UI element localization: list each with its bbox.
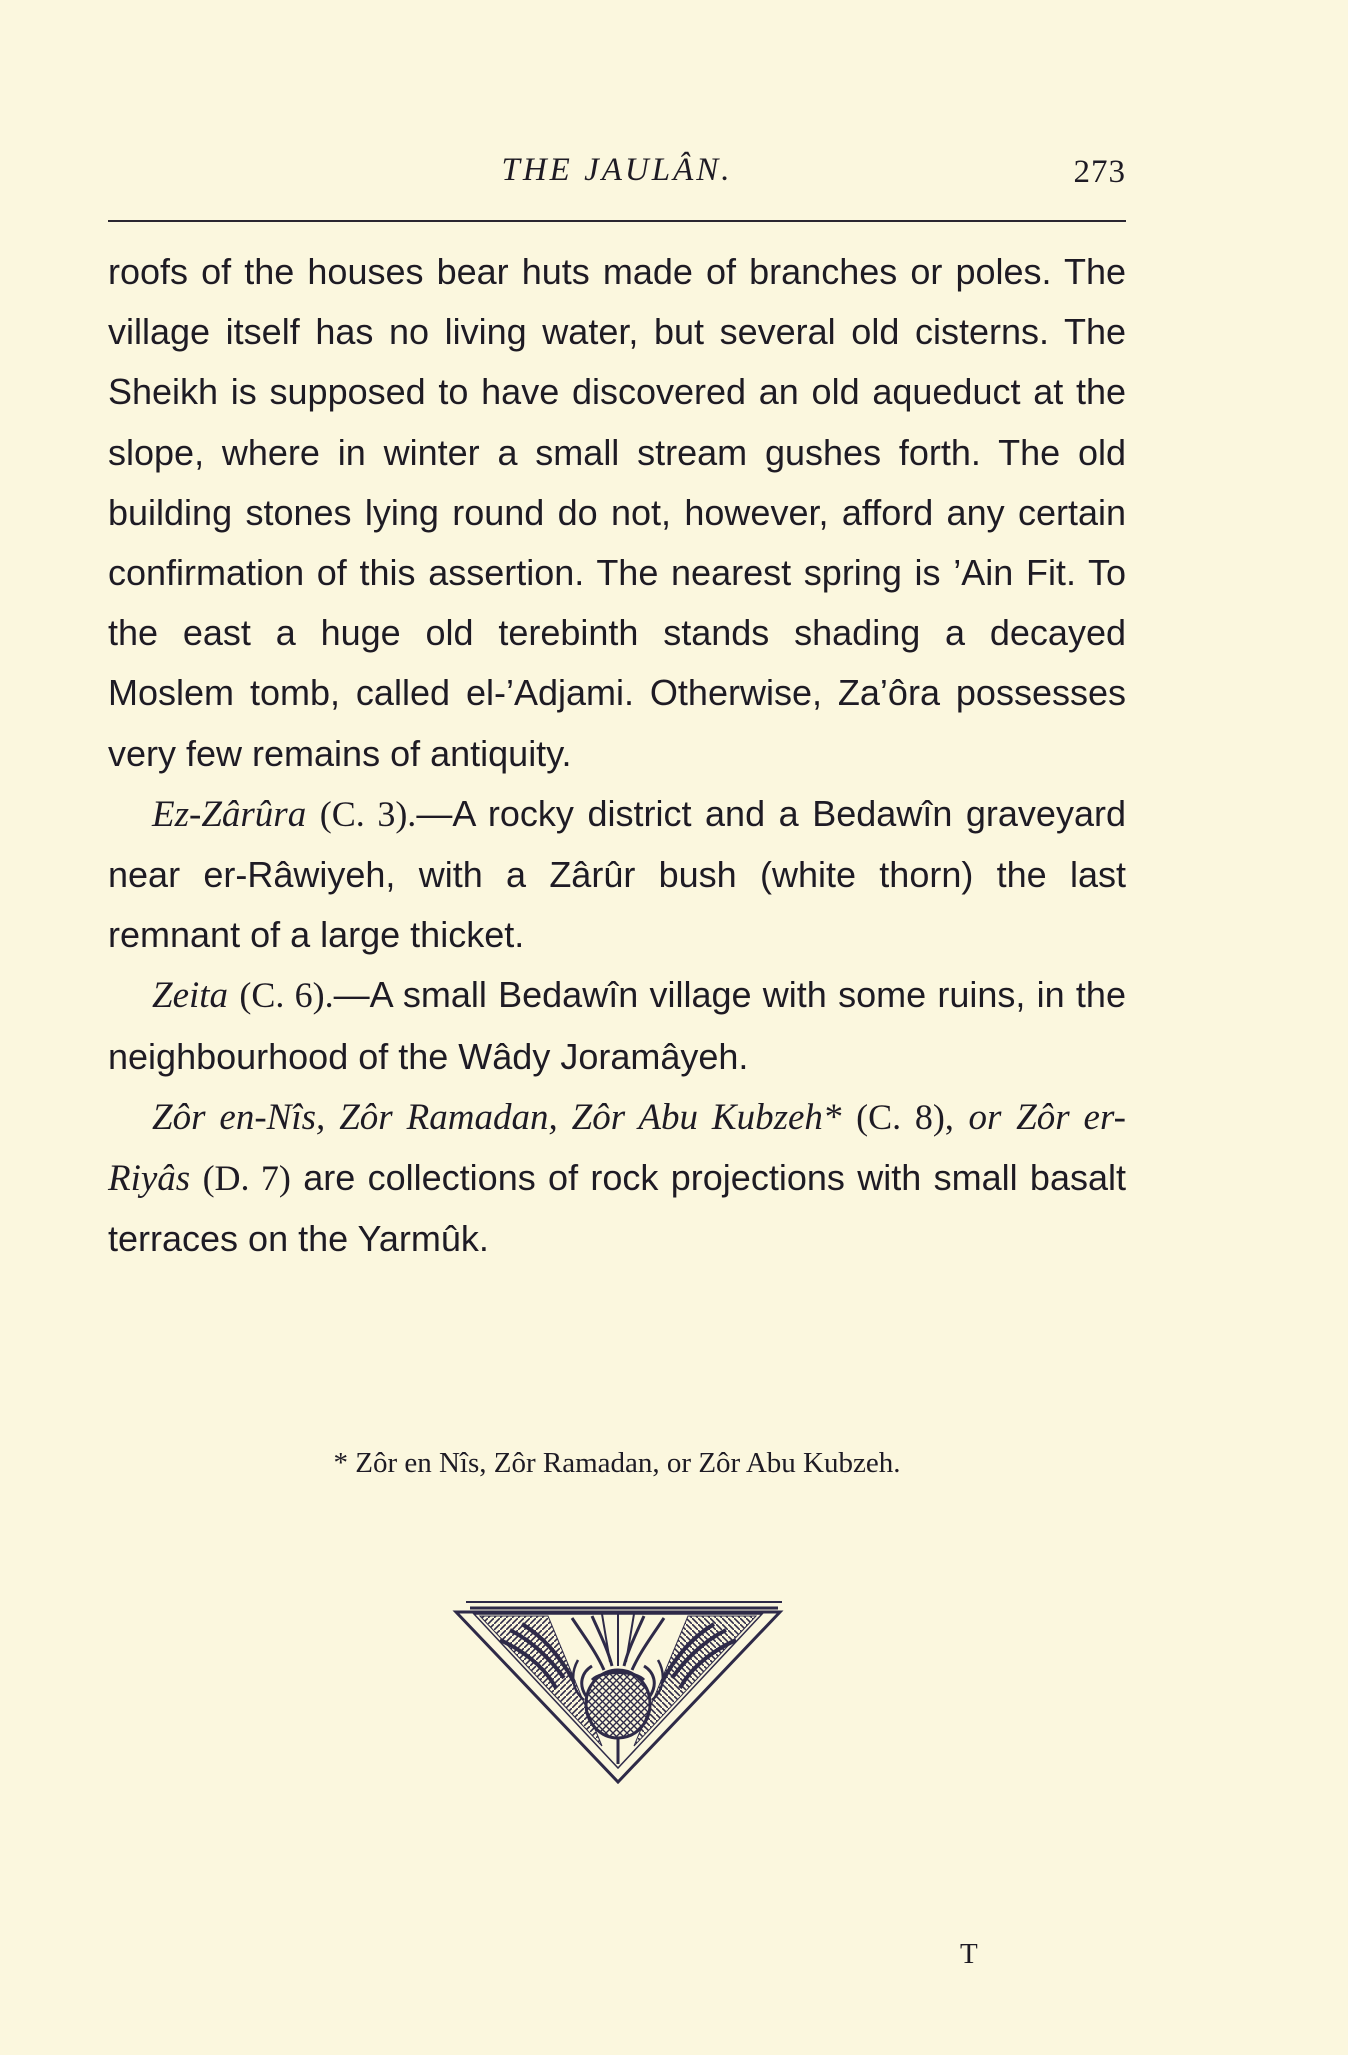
entry-term: Zeita	[152, 975, 229, 1017]
entry-term-alt: Zôr er-Riyâs	[108, 1096, 1126, 1200]
footnote: * Zôr en Nîs, Zôr Ramadan, or Zôr Abu Kubzeh.	[333, 1447, 901, 1479]
entry-text: —A small Bedawîn village with some ruins, in the neighbourhood of the Wâdy Joramâyeh.	[108, 974, 1126, 1077]
entry-term: Zôr en-Nîs, Zôr Ramadan, Zôr Abu Kubzeh*	[152, 1096, 842, 1138]
page-header	[108, 148, 1126, 208]
map-reference: (C. 8),	[856, 1096, 954, 1137]
body-text	[108, 242, 1126, 1269]
map-reference: (C. 6).	[239, 975, 334, 1016]
entry-text: are collections of rock projections with small basalt terraces on the Yarmûk.	[108, 1157, 1126, 1260]
entry-ez-zarura	[108, 784, 1126, 966]
page-number: 273	[1073, 154, 1126, 190]
entry-connector: or	[968, 1096, 1002, 1138]
map-reference: (D. 7)	[202, 1158, 291, 1199]
thistle-tailpiece-icon	[452, 1600, 784, 1784]
header-rule	[108, 220, 1126, 222]
map-reference: (C. 3).	[319, 793, 417, 834]
running-title: THE JAULÂN.	[501, 152, 733, 188]
entry-text: —A rocky district and a Bedawîn graveyard near er-Râwiyeh, with a Zârûr bush (white thorn) the last remnant of a large thicket.	[108, 792, 1126, 956]
entry-zeita	[108, 965, 1126, 1086]
continuation-paragraph: roofs of the houses bear huts made of branches or poles. The village itself has no living water, but several old cisterns. The Sheikh is supposed to have discovered an old aqueduct at the slope, where in winter a small stream gushes forth. The old building stones lying round do not, however, afford any certain confirmation of this assertion. The nearest spring is ’Ain Fit. To the east a huge old terebinth stands shading a decayed Moslem tomb, called el-’Adjami. Otherwise, Za’ôra possesses very few remains of antiquity.	[108, 251, 1126, 774]
entry-zor	[108, 1087, 1126, 1270]
signature-mark: T	[960, 1938, 978, 1970]
entry-term: Ez-Zârûra	[152, 793, 307, 835]
